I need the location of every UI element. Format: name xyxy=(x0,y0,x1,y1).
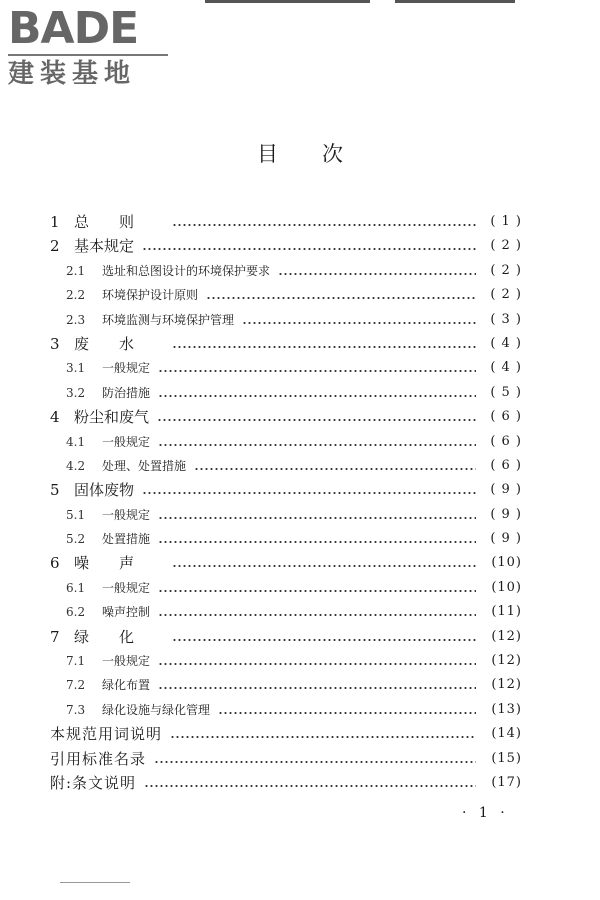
toc-entry[interactable] xyxy=(50,332,522,356)
toc-entry[interactable] xyxy=(50,478,522,502)
toc-entry[interactable] xyxy=(50,673,522,697)
toc-entry-number: 4 xyxy=(50,408,60,427)
toc-dot-leader xyxy=(158,517,476,519)
toc-entry-label: 废水 xyxy=(74,334,165,353)
toc-entry[interactable] xyxy=(50,771,522,795)
toc-entry-page: ( 3 ) xyxy=(490,311,522,327)
toc-entry[interactable] xyxy=(50,722,522,746)
toc-entry-label: 噪声控制 xyxy=(102,605,151,620)
toc-entry[interactable] xyxy=(50,234,522,258)
toc-entry[interactable] xyxy=(50,356,522,380)
toc-dot-leader xyxy=(172,639,476,641)
toc-entry[interactable] xyxy=(50,283,522,307)
toc-entry[interactable] xyxy=(50,600,522,624)
toc-entry-page: ( 6 ) xyxy=(490,457,522,473)
toc-dot-leader xyxy=(170,736,476,738)
toc-entry-label: 一般规定 xyxy=(102,654,151,669)
toc-dot-leader xyxy=(158,541,476,543)
toc-dot-leader xyxy=(158,395,476,397)
toc-entry-number: 2.2 xyxy=(66,288,86,303)
toc-entry-number: 4.1 xyxy=(66,434,86,449)
table-of-contents xyxy=(50,210,522,795)
toc-entry-number: 6.2 xyxy=(66,605,86,620)
toc-dot-leader xyxy=(142,248,476,250)
bottom-rule xyxy=(60,882,130,883)
toc-entry-page: ( 5 ) xyxy=(490,384,522,400)
toc-entry-label: 环境保护设计原则 xyxy=(102,288,199,303)
toc-entry-number: 3 xyxy=(50,334,60,353)
toc-entry-label: 一般规定 xyxy=(102,580,151,595)
toc-entry-page: (14) xyxy=(491,726,522,742)
toc-dot-leader xyxy=(158,614,476,616)
toc-entry-page: (12) xyxy=(491,653,522,669)
toc-entry-page: (11) xyxy=(491,604,522,620)
toc-entry-page: (10) xyxy=(491,555,522,571)
toc-entry[interactable] xyxy=(50,747,522,771)
toc-entry-page: ( 2 ) xyxy=(490,287,522,303)
toc-entry[interactable] xyxy=(50,625,522,649)
toc-entry-number: 6 xyxy=(50,554,60,573)
toc-entry-label: 基本规定 xyxy=(74,237,135,256)
toc-entry[interactable] xyxy=(50,527,522,551)
page-number: · 1 · xyxy=(462,805,509,821)
toc-dot-leader xyxy=(157,419,476,421)
toc-entry-number: 3.1 xyxy=(66,361,86,376)
toc-entry-label: 总则 xyxy=(74,213,165,231)
toc-entry-page: ( 6 ) xyxy=(490,409,522,425)
toc-entry-number: 5.2 xyxy=(66,532,86,547)
toc-entry[interactable] xyxy=(50,698,522,722)
top-rule-right xyxy=(395,0,515,3)
toc-entry-page: (12) xyxy=(491,677,522,693)
toc-entry[interactable] xyxy=(50,576,522,600)
toc-dot-leader xyxy=(158,663,476,665)
toc-entry-label: 引用标准名录 xyxy=(50,749,147,768)
toc-entry-number: 6.1 xyxy=(66,580,86,595)
toc-dot-leader xyxy=(242,322,476,324)
toc-entry-page: ( 6 ) xyxy=(490,433,522,449)
toc-entry-page: (13) xyxy=(491,701,522,717)
logo-subtitle: 建装基地 xyxy=(8,59,137,89)
toc-entry-number: 1 xyxy=(50,213,60,231)
toc-entry[interactable] xyxy=(50,430,522,454)
toc-entry[interactable] xyxy=(50,308,522,332)
toc-entry-label: 防治措施 xyxy=(102,385,151,400)
toc-entry-label: 处置措施 xyxy=(102,532,151,547)
toc-entry-page: ( 4 ) xyxy=(490,335,522,351)
toc-entry-number: 2.3 xyxy=(66,312,86,327)
toc-dot-leader xyxy=(142,492,476,494)
toc-dot-leader xyxy=(194,468,476,470)
toc-entry-number: 7 xyxy=(50,627,60,646)
toc-entry-number: 3.2 xyxy=(66,385,86,400)
toc-dot-leader xyxy=(158,444,476,446)
toc-entry-number: 2.1 xyxy=(66,263,86,278)
toc-entry-page: (17) xyxy=(491,774,522,790)
toc-entry-number: 5 xyxy=(50,481,60,500)
toc-entry-page: ( 9 ) xyxy=(490,531,522,547)
logo-divider xyxy=(8,54,168,56)
toc-dot-leader xyxy=(172,346,476,348)
publisher-logo xyxy=(8,3,178,89)
toc-entry-label: 粉尘和废气 xyxy=(74,408,150,427)
toc-entry-page: ( 2 ) xyxy=(490,238,522,254)
toc-dot-leader xyxy=(144,785,476,787)
toc-entry-label: 一般规定 xyxy=(102,361,151,376)
toc-entry-page: (15) xyxy=(491,750,522,766)
toc-entry-label: 绿化 xyxy=(74,627,165,646)
toc-entry[interactable] xyxy=(50,405,522,429)
toc-entry-label: 处理、处置措施 xyxy=(102,458,187,473)
toc-entry[interactable] xyxy=(50,210,522,234)
toc-entry[interactable] xyxy=(50,551,522,575)
toc-dot-leader xyxy=(158,687,476,689)
top-rule-left xyxy=(205,0,370,3)
toc-dot-leader xyxy=(172,224,476,226)
toc-entry-number: 7.2 xyxy=(66,678,86,693)
toc-dot-leader xyxy=(218,712,476,714)
toc-entry-label: 绿化布置 xyxy=(102,678,151,693)
toc-entry-page: (10) xyxy=(491,579,522,595)
toc-entry-page: ( 9 ) xyxy=(490,482,522,498)
toc-entry-label: 附:条文说明 xyxy=(50,773,137,792)
toc-entry-page: ( 2 ) xyxy=(490,262,522,278)
toc-entry-label: 本规范用词说明 xyxy=(50,725,163,744)
toc-dot-leader xyxy=(154,761,476,763)
logo-brand: BADE xyxy=(8,3,139,54)
toc-dot-leader xyxy=(158,370,476,372)
toc-entry-label: 选址和总图设计的环境保护要求 xyxy=(102,263,271,278)
toc-dot-leader xyxy=(172,565,476,567)
toc-entry-page: ( 4 ) xyxy=(490,360,522,376)
toc-entry[interactable] xyxy=(50,503,522,527)
toc-entry-page: ( 9 ) xyxy=(490,506,522,522)
toc-entry-page: (12) xyxy=(491,628,522,644)
toc-entry-label: 绿化设施与绿化管理 xyxy=(102,702,211,717)
toc-entry-number: 4.2 xyxy=(66,458,86,473)
toc-entry[interactable] xyxy=(50,381,522,405)
toc-entry-number: 2 xyxy=(50,237,60,256)
toc-dot-leader xyxy=(278,273,476,275)
toc-entry-label: 一般规定 xyxy=(102,434,151,449)
toc-entry-page: ( 1 ) xyxy=(490,214,522,229)
toc-dot-leader xyxy=(206,297,476,299)
toc-entry-number: 7.3 xyxy=(66,702,86,717)
toc-entry-label: 一般规定 xyxy=(102,507,151,522)
toc-entry-label: 固体废物 xyxy=(74,481,135,500)
toc-entry-number: 7.1 xyxy=(66,654,86,669)
toc-entry[interactable] xyxy=(50,454,522,478)
toc-dot-leader xyxy=(158,590,476,592)
toc-entry-label: 噪声 xyxy=(74,554,165,573)
page-title: 目次 xyxy=(257,142,387,166)
toc-entry[interactable] xyxy=(50,259,522,283)
toc-entry[interactable] xyxy=(50,649,522,673)
toc-entry-label: 环境监测与环境保护管理 xyxy=(102,312,235,327)
toc-entry-number: 5.1 xyxy=(66,507,86,522)
